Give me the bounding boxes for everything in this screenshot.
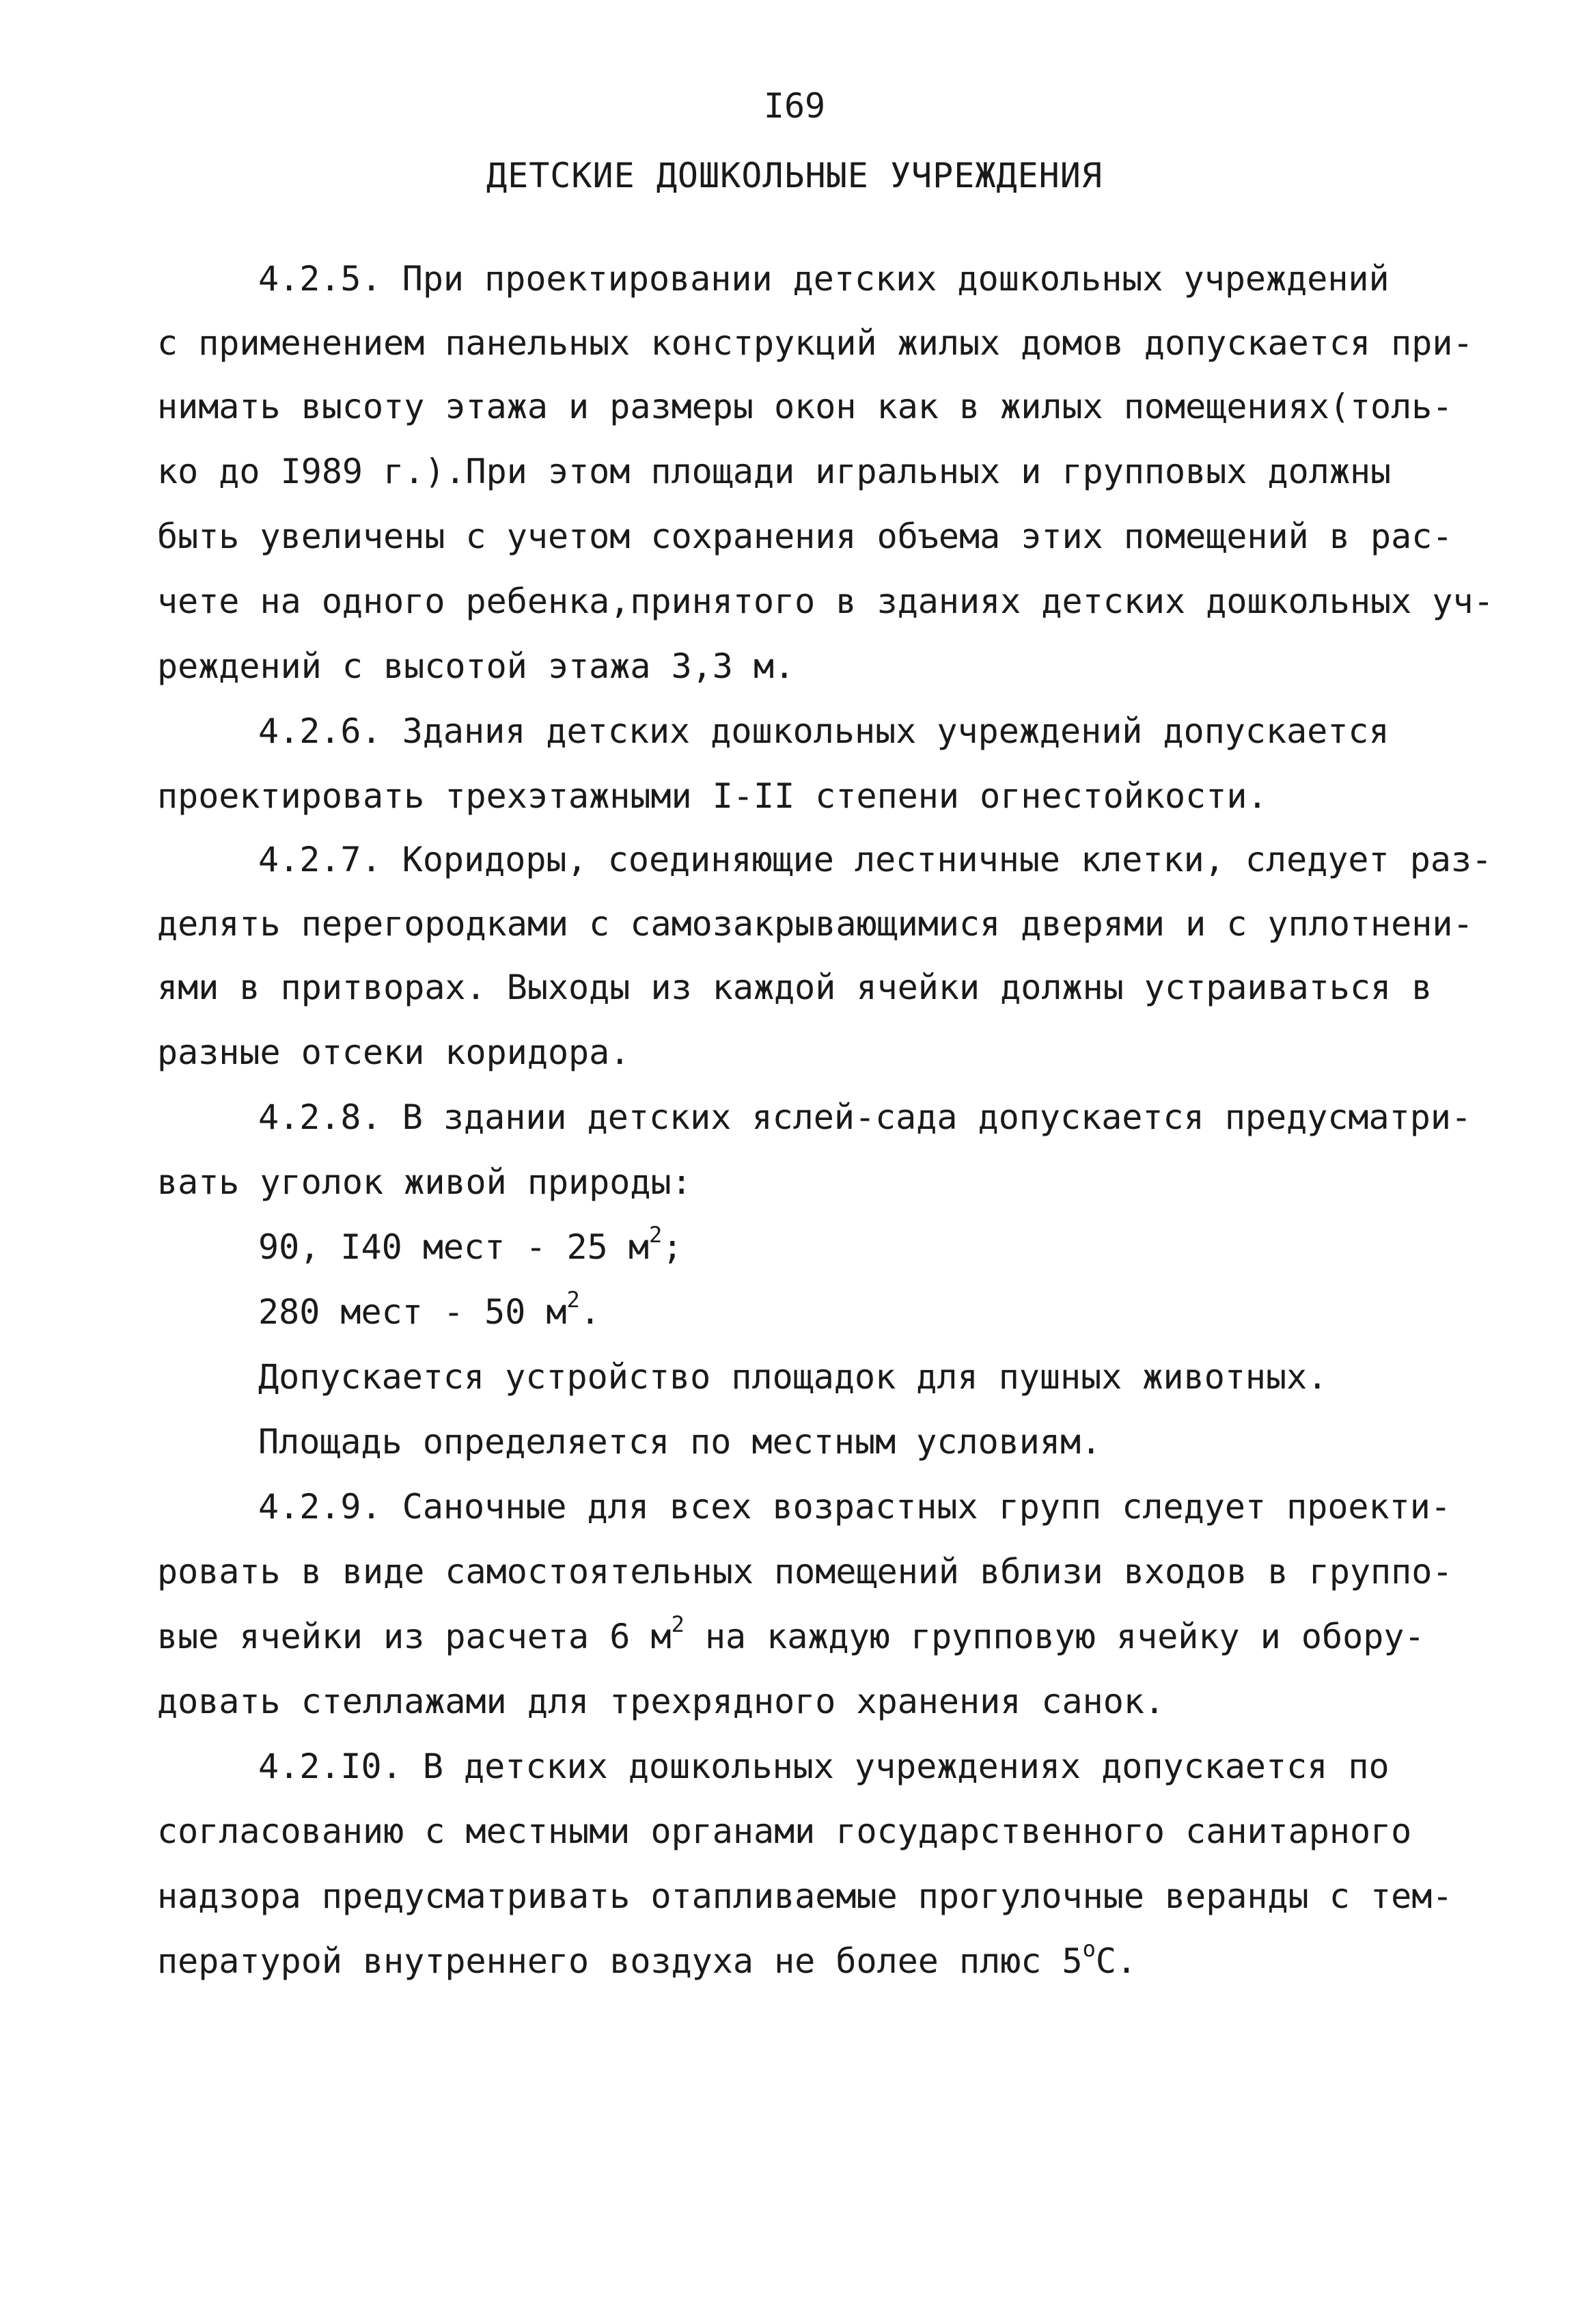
- line-text: вые ячейки из расчета 6 м: [157, 1617, 672, 1656]
- paragraph-line: надзора предусматривать отапливаемые прогулочные веранды с тем-: [157, 1876, 1453, 1916]
- paragraph-line: 4.2.6. Здания детских дошкольных учреждений допускается: [258, 711, 1390, 751]
- line-text: ;: [662, 1227, 683, 1267]
- paragraph-line: вать уголок живой природы:: [157, 1162, 692, 1202]
- superscript: 2: [671, 1611, 685, 1637]
- paragraph-line: [258, 1287, 600, 1332]
- page-title: ДЕТСКИЕ ДОШКОЛЬНЫЕ УЧРЕЖДЕНИЯ: [486, 156, 1103, 195]
- line-text: пературой внутреннего воздуха не более плюс 5: [157, 1941, 1083, 1981]
- paragraph-line: [258, 1222, 683, 1268]
- paragraph-line: реждений с высотой этажа 3,3 м.: [157, 646, 795, 686]
- paragraph-line: с применением панельных конструкций жилых домов допускается при-: [157, 323, 1474, 363]
- superscript: 2: [648, 1222, 663, 1248]
- paragraph-line: ко до I989 г.).При этом площади игральных и групповых должны: [157, 452, 1392, 491]
- paragraph-line: 4.2.I0. В детских дошкольных учреждениях допускается по: [258, 1747, 1390, 1786]
- paragraph-line: нимать высоту этажа и размеры окон как в жилых помещенияx(толь-: [157, 387, 1453, 426]
- line-text: 280 мест - 50 м: [258, 1292, 567, 1332]
- paragraph-line: быть увеличены с учетом сохранения объема этих помещений в рас-: [157, 517, 1453, 556]
- paragraph-line: 4.2.8. В здании детских яслей-сада допускается предусматри-: [258, 1097, 1472, 1137]
- paragraph-line: Допускается устройство площадок для пушных животных.: [258, 1357, 1328, 1397]
- paragraph-line: [157, 1936, 1137, 1982]
- paragraph-line: Площадь определяется по местным условиям.: [258, 1422, 1102, 1462]
- superscript: о: [1082, 1936, 1096, 1962]
- line-text: 90, I40 мест - 25 м: [258, 1227, 649, 1267]
- paragraph-line: 4.2.9. Саночные для всех возрастных групп следует проекти-: [258, 1487, 1451, 1527]
- paragraph-line: проектировать трехэтажными I-II степени огнестойкости.: [157, 776, 1268, 816]
- paragraph-line: довать стеллажами для трехрядного хранения санок.: [157, 1682, 1165, 1721]
- paragraph-line: ями в притворах. Выходы из каждой ячейки должны устраиваться в: [157, 968, 1433, 1007]
- paragraph-line: [157, 1611, 1425, 1657]
- paragraph-line: делять перегородками с самозакрывающимися дверями и с уплотнени-: [157, 904, 1474, 944]
- page-number: I69: [763, 86, 826, 126]
- paragraph-line: 4.2.7. Коридоры, соединяющие лестничные клетки, следует раз-: [258, 840, 1493, 879]
- line-text: .: [579, 1292, 600, 1332]
- superscript: 2: [566, 1287, 580, 1313]
- line-text: С.: [1095, 1941, 1137, 1981]
- paragraph-line: согласованию с местными органами государственного санитарного: [157, 1812, 1412, 1851]
- paragraph-line: 4.2.5. При проектировании детских дошкольных учреждений: [258, 259, 1390, 299]
- paragraph-line: чете на одного ребенка,принятого в зданиях детских дошкольных уч-: [157, 582, 1494, 621]
- paragraph-line: разные отсеки коридора.: [157, 1033, 631, 1072]
- line-text: на каждую групповую ячейку и обору-: [684, 1617, 1425, 1656]
- paragraph-line: ровать в виде самостоятельных помещений вблизи входов в группо-: [157, 1552, 1453, 1591]
